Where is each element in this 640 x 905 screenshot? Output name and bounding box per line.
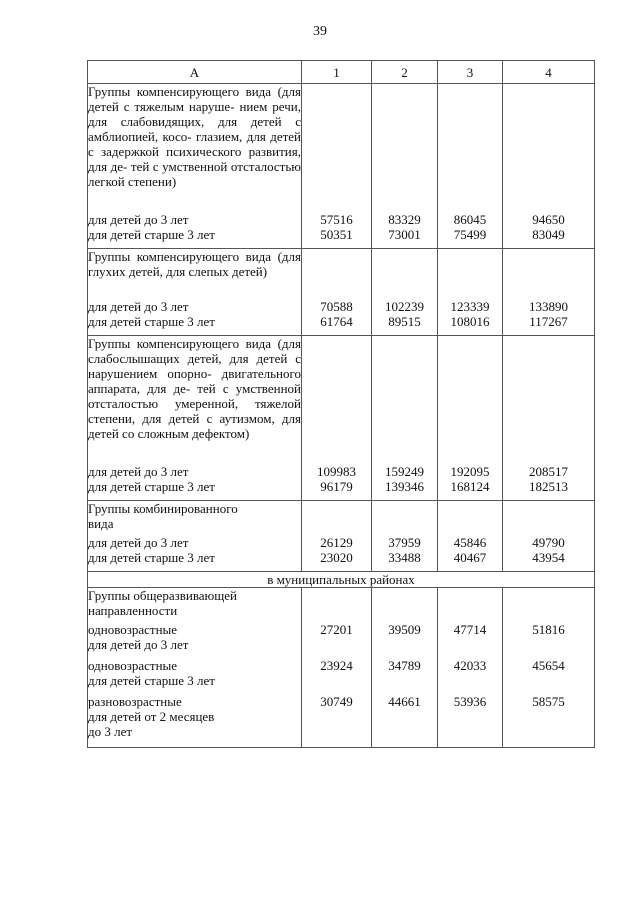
cell-value: 86045 xyxy=(438,212,503,227)
group-heading-row xyxy=(88,336,595,465)
cell-value: 159249 xyxy=(372,464,438,479)
column-header-3: 3 xyxy=(438,61,503,84)
row-label: для детей до 3 лет xyxy=(88,299,302,314)
column-header-4: 4 xyxy=(503,61,595,84)
table-row xyxy=(88,622,595,658)
cell-value: 34789 xyxy=(372,658,438,694)
page-number: 39 xyxy=(313,24,327,39)
row-label: для детей старше 3 лет xyxy=(88,479,302,501)
row-label-line: одновозрастные xyxy=(88,622,178,637)
table-row xyxy=(88,212,595,227)
cell-value: 109983 xyxy=(302,464,372,479)
row-label-line: до 3 лет xyxy=(88,724,133,739)
cell-value: 39509 xyxy=(372,622,438,658)
row-label-line: одновозрастные xyxy=(88,658,178,673)
group-heading-row xyxy=(88,249,595,300)
cell-value: 45654 xyxy=(503,658,595,694)
row-label: для детей до 3 лет xyxy=(88,464,302,479)
cell-value: 139346 xyxy=(372,479,438,501)
section-title: в муниципальных районах xyxy=(88,572,595,588)
cell-value: 50351 xyxy=(302,227,372,249)
row-label xyxy=(88,694,302,748)
table-row xyxy=(88,464,595,479)
row-label: для детей старше 3 лет xyxy=(88,227,302,249)
group-label: Группы компенсирующего вида (для слабослышащих детей, для детей с нарушением опорно- двигательного аппарата, для де- тей с умственной отсталостью умеренной, тяжелой степени, для детей с аутизмом, для детей со сложным дефектом) xyxy=(88,336,302,465)
row-label: для детей до 3 лет xyxy=(88,535,302,550)
cell-value: 89515 xyxy=(372,314,438,336)
cell-value: 168124 xyxy=(438,479,503,501)
group-heading-row xyxy=(88,501,595,536)
row-label-line: разновозрастные xyxy=(88,694,182,709)
table-row xyxy=(88,694,595,748)
section-row xyxy=(88,572,595,588)
cell-value: 26129 xyxy=(302,535,372,550)
group-heading-row xyxy=(88,588,595,623)
cell-value: 208517 xyxy=(503,464,595,479)
cell-value: 30749 xyxy=(302,694,372,748)
cell-value: 23020 xyxy=(302,550,372,572)
cell-value: 108016 xyxy=(438,314,503,336)
table-header-row xyxy=(88,61,595,84)
group-label: Группы комбинированного вида xyxy=(88,501,302,536)
cell-value: 37959 xyxy=(372,535,438,550)
cell-value: 43954 xyxy=(503,550,595,572)
table-row xyxy=(88,535,595,550)
cell-value: 94650 xyxy=(503,212,595,227)
cell-value: 42033 xyxy=(438,658,503,694)
cell-value: 70588 xyxy=(302,299,372,314)
cell-value: 83049 xyxy=(503,227,595,249)
cell-value: 83329 xyxy=(372,212,438,227)
cell-value: 123339 xyxy=(438,299,503,314)
cell-value: 44661 xyxy=(372,694,438,748)
table-row xyxy=(88,314,595,336)
cell-value: 23924 xyxy=(302,658,372,694)
cell-value: 96179 xyxy=(302,479,372,501)
row-label-line: для детей от 2 месяцев xyxy=(88,709,215,724)
group-label: Группы общеразвивающей направленности xyxy=(88,588,302,623)
group-heading-row xyxy=(88,84,595,213)
column-header-2: 2 xyxy=(372,61,438,84)
table-row xyxy=(88,299,595,314)
row-label-line: для детей до 3 лет xyxy=(88,637,189,652)
tariff-table xyxy=(87,60,595,748)
table-row xyxy=(88,550,595,572)
column-header-1: 1 xyxy=(302,61,372,84)
cell-value: 133890 xyxy=(503,299,595,314)
row-label: для детей старше 3 лет xyxy=(88,550,302,572)
group-label: Группы компенсирующего вида (для глухих детей, для слепых детей) xyxy=(88,249,302,300)
cell-value: 61764 xyxy=(302,314,372,336)
cell-value: 51816 xyxy=(503,622,595,658)
cell-value: 49790 xyxy=(503,535,595,550)
cell-value: 27201 xyxy=(302,622,372,658)
cell-value: 45846 xyxy=(438,535,503,550)
row-label: для детей до 3 лет xyxy=(88,212,302,227)
cell-value: 75499 xyxy=(438,227,503,249)
table-row xyxy=(88,227,595,249)
cell-value: 102239 xyxy=(372,299,438,314)
cell-value: 73001 xyxy=(372,227,438,249)
column-header-a: А xyxy=(88,61,302,84)
cell-value: 40467 xyxy=(438,550,503,572)
cell-value: 47714 xyxy=(438,622,503,658)
table-row xyxy=(88,658,595,694)
cell-value: 53936 xyxy=(438,694,503,748)
row-label xyxy=(88,622,302,658)
cell-value: 58575 xyxy=(503,694,595,748)
cell-value: 117267 xyxy=(503,314,595,336)
row-label-line: для детей старше 3 лет xyxy=(88,673,215,688)
cell-value: 182513 xyxy=(503,479,595,501)
cell-value: 33488 xyxy=(372,550,438,572)
row-label: для детей старше 3 лет xyxy=(88,314,302,336)
row-label xyxy=(88,658,302,694)
group-label: Группы компенсирующего вида (для детей с тяжелым наруше- нием речи, для слабовидящих, для детей с амблиопией, косо- глазием, для детей с задержкой психического развития, для де- тей с умственной отсталостью легкой степени) xyxy=(88,84,302,213)
cell-value: 192095 xyxy=(438,464,503,479)
cell-value: 57516 xyxy=(302,212,372,227)
table-row xyxy=(88,479,595,501)
